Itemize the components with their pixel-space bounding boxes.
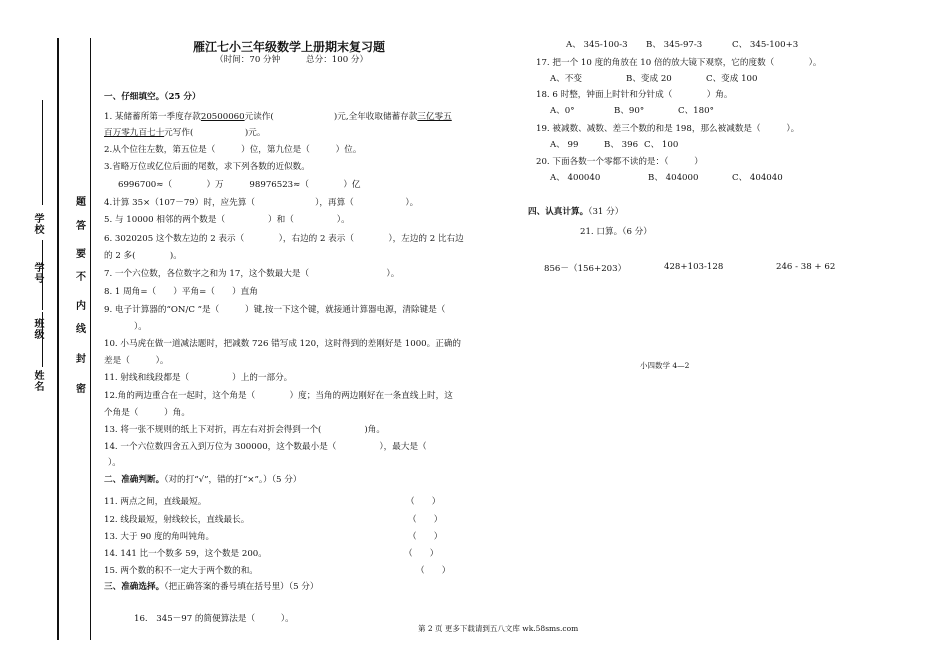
q18: 18. 6 时整，钟面上时针和分针成（ ）角。 xyxy=(536,90,733,100)
q17-option-c: C、变成 100 xyxy=(706,74,758,84)
page-label: 小四数学 4—2 xyxy=(640,361,690,370)
q12-line2: 个角是（ ）角。 xyxy=(104,408,190,418)
q20-option-b: B、 404000 xyxy=(648,173,699,183)
judge-item: 14. 141 比一个数多 59，这个数是 200。 xyxy=(104,549,267,559)
binding-char: 内 xyxy=(76,301,86,312)
q18-option-c: C、180° xyxy=(678,106,714,116)
q3: 3.省略万位或亿位后面的尾数，求下列各数的近似数。 xyxy=(104,162,310,172)
q19-option-b: B、 396 xyxy=(604,140,639,150)
q1-text: 元读作( )元,全年收取储蓄存款 xyxy=(244,112,418,122)
section2-heading-row xyxy=(104,473,301,485)
binding-char: 要 xyxy=(76,249,86,260)
number-underline xyxy=(42,240,43,258)
section3-heading: 三、准确选择。 xyxy=(104,582,165,592)
q8: 8. 1 周角=（ ）平角=（ ）直角 xyxy=(104,287,258,297)
q16-option-b: B、 345-97-3 xyxy=(646,40,703,50)
q20-option-a: A、 400040 xyxy=(550,173,601,183)
q21: 21. 口算。（6 分） xyxy=(580,227,652,237)
binding-line-left xyxy=(57,38,59,640)
q3-items: 6996700≈（ ）万 98976523≈（ ）亿 xyxy=(118,180,361,190)
section3-heading-row xyxy=(104,580,318,592)
section4-heading: 四、认真计算。 xyxy=(528,207,589,217)
q6-line2: 的 2 多( )。 xyxy=(104,251,182,261)
section3-note: （把正确答案的番号填在括号里）（5 分） xyxy=(164,582,319,592)
q10-line1: 10. 小马虎在做一道减法题时，把减数 726 错写成 120，这时得到的差刚好是 1000。正确的 xyxy=(104,339,462,349)
page-title: 雁江七小三年级数学上册期末复习题 xyxy=(193,40,386,54)
q16-option-a: A、 345-100-3 xyxy=(566,40,628,50)
binding-char: 不 xyxy=(76,272,86,283)
q1-words: 三亿零五 xyxy=(417,112,452,122)
q18-option-b: B、90° xyxy=(614,106,645,116)
section4-note: （31 分） xyxy=(588,207,624,217)
q18-option-a: A、0° xyxy=(550,106,575,116)
judge-item: 12. 线段最短，射线较长，直线最长。 xyxy=(104,515,250,525)
judge-blank[interactable]: （ ） xyxy=(408,532,443,542)
calc-expression: 856－（156+203） xyxy=(544,264,627,274)
q1-words: 百万零九百七十 xyxy=(104,128,165,138)
q1-line2 xyxy=(104,126,265,138)
binding-char: 线 xyxy=(76,324,86,335)
q10-line2: 差是（ ）。 xyxy=(104,356,169,366)
calc-expression: 246 - 38 + 62 xyxy=(776,262,836,272)
page-subtitle: （时间：70 分钟 总分：100 分） xyxy=(215,55,369,65)
judge-blank[interactable]: （ ） xyxy=(416,566,451,576)
q12-line1: 12.角的两边重合在一起时，这个角是（ ）度；当角的两边刚好在一条直线上时，这 xyxy=(104,391,453,401)
q1-line1 xyxy=(104,110,452,122)
binding-line-right xyxy=(90,38,91,640)
section2-note: （对的打“√”，错的打“×”。）（5 分） xyxy=(164,475,302,485)
q4: 4.计算 35×（107－79）时，应先算（ ），再算（ ）。 xyxy=(104,198,419,208)
q2: 2.从个位往左数，第五位是（ ）位，第九位是（ ）位。 xyxy=(104,145,362,155)
school-underline xyxy=(42,100,43,205)
section1-heading: 一、仔细填空。（25 分） xyxy=(104,92,201,102)
q1-text: 元写作( )元。 xyxy=(164,128,266,138)
page-footer: 第 2 页 更多下载请到五八文库 wk.58sms.com xyxy=(418,624,579,633)
q20-option-c: C、 404040 xyxy=(732,173,783,183)
q19-option-a: A、 99 xyxy=(550,140,579,150)
q14-line1: 14. 一个六位数四舍五入到万位为 300000，这个数最小是（ ），最大是（ xyxy=(104,442,427,452)
q20: 20. 下面各数一个零都不读的是：（ ） xyxy=(536,157,703,167)
q17-option-b: B、变成 20 xyxy=(626,74,672,84)
school-label: 学校 xyxy=(32,213,43,235)
judge-blank[interactable]: （ ） xyxy=(408,515,443,525)
number-label: 学号 xyxy=(32,262,43,284)
q13: 13. 将一张不规则的纸上下对折，再左右对折会得到一个( )角。 xyxy=(104,425,385,435)
section2-heading: 二、准确判断。 xyxy=(104,475,165,485)
judge-blank[interactable]: （ ） xyxy=(406,497,441,507)
q1-text: 1. 某储蓄所第一季度存款 xyxy=(104,112,201,122)
q17-option-a: A、不变 xyxy=(550,74,582,84)
judge-item: 15. 两个数的积不一定大于两个数的和。 xyxy=(104,566,258,576)
binding-char: 题 xyxy=(76,197,86,208)
class-label: 班级 xyxy=(32,318,43,340)
binding-char: 密 xyxy=(76,384,86,395)
calc-expression: 428+103-128 xyxy=(664,262,724,272)
q7: 7. 一个六位数，各位数字之和为 17，这个数最大是（ ）。 xyxy=(104,269,400,279)
name-label: 姓名 xyxy=(32,370,43,392)
q17: 17. 把一个 10 度的角放在 10 倍的放大镜下观察，它的度数（ ）。 xyxy=(536,58,822,68)
q19: 19. 被减数、减数、差三个数的和是 198，那么被减数是（ ）。 xyxy=(536,124,800,134)
q5: 5. 与 10000 相邻的两个数是（ ）和（ ）。 xyxy=(104,215,350,225)
binding-char: 答 xyxy=(76,221,86,232)
section4-heading-row xyxy=(528,205,623,217)
judge-item: 11. 两点之间，直线最短。 xyxy=(104,497,207,507)
binding-char: 封 xyxy=(76,354,86,365)
judge-item: 13. 大于 90 度的角叫钝角。 xyxy=(104,532,215,542)
q16: 16. 345－97 的简便算法是（ ）。 xyxy=(134,614,294,624)
q16-option-c: C、 345-100+3 xyxy=(732,40,799,50)
judge-blank[interactable]: （ ） xyxy=(404,549,439,559)
q14-line2: ）。 xyxy=(108,458,121,468)
q6-line1: 6. 3020205 这个数左边的 2 表示（ ），右边的 2 表示（ ），左边的 2 比右边 xyxy=(104,234,464,244)
q19-option-c: C、 100 xyxy=(644,140,679,150)
q11: 11. 射线和线段都是（ ）上的一部分。 xyxy=(104,373,293,383)
q9-line2: ）。 xyxy=(134,322,147,332)
q1-number: 20500060 xyxy=(200,112,245,122)
q9-line1: 9. 电子计算器的“ON/C ”是（ ）键,按一下这个键，就接通计算器电源，清除键是（ xyxy=(104,305,446,315)
